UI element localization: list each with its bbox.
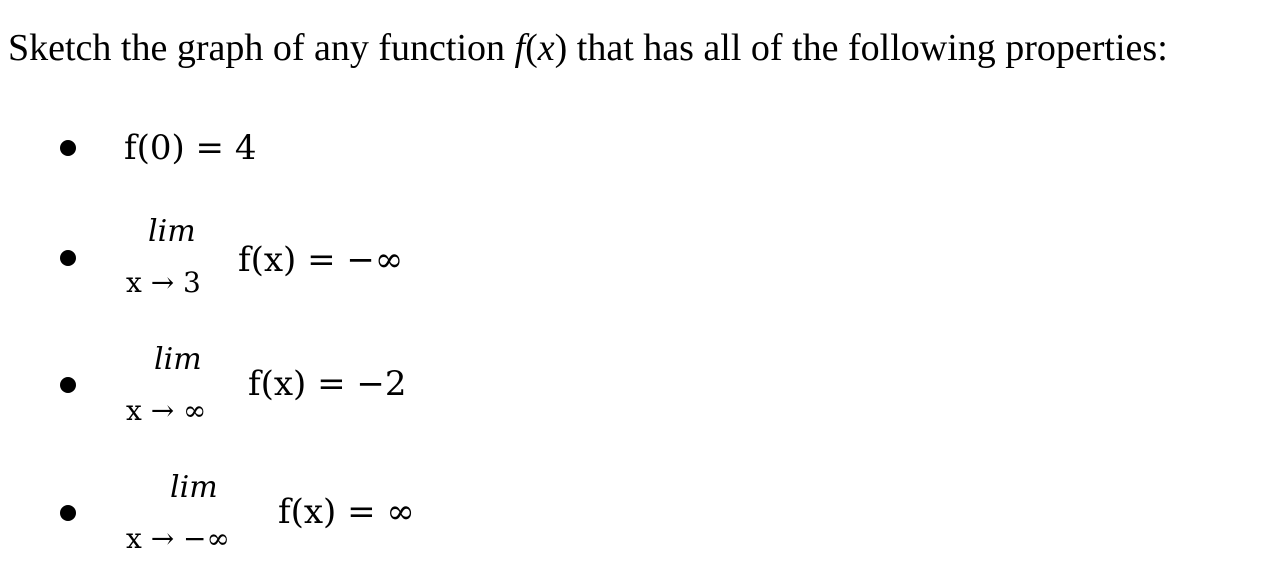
property-3-lim: lim — [154, 342, 202, 377]
bullet-4 — [60, 505, 76, 521]
property-1-expression: f(0) = 4 — [124, 128, 257, 168]
bullet-3 — [60, 377, 76, 393]
property-4-lim: lim — [170, 470, 218, 505]
bullet-2 — [60, 250, 76, 266]
prompt-text-before: Sketch the graph of any function — [8, 27, 515, 69]
problem-statement — [8, 22, 1168, 74]
prompt-close-paren: ) — [554, 27, 568, 69]
prompt-func: f — [514, 27, 526, 69]
property-4-subscript: x → −∞ — [126, 522, 230, 555]
prompt-open-paren: ( — [525, 27, 538, 69]
bullet-1 — [60, 140, 76, 156]
property-4-expression: f(x) = ∞ — [278, 492, 415, 532]
property-2-expression: f(x) = −∞ — [238, 240, 404, 280]
prompt-text-after: that has all of the following properties: — [567, 27, 1168, 69]
prompt-var: x — [537, 27, 555, 69]
property-3-expression: f(x) = −2 — [248, 364, 407, 404]
property-2-lim: lim — [148, 214, 196, 249]
property-3-subscript: x → ∞ — [126, 394, 207, 427]
property-2-subscript: x → 3 — [126, 266, 201, 299]
